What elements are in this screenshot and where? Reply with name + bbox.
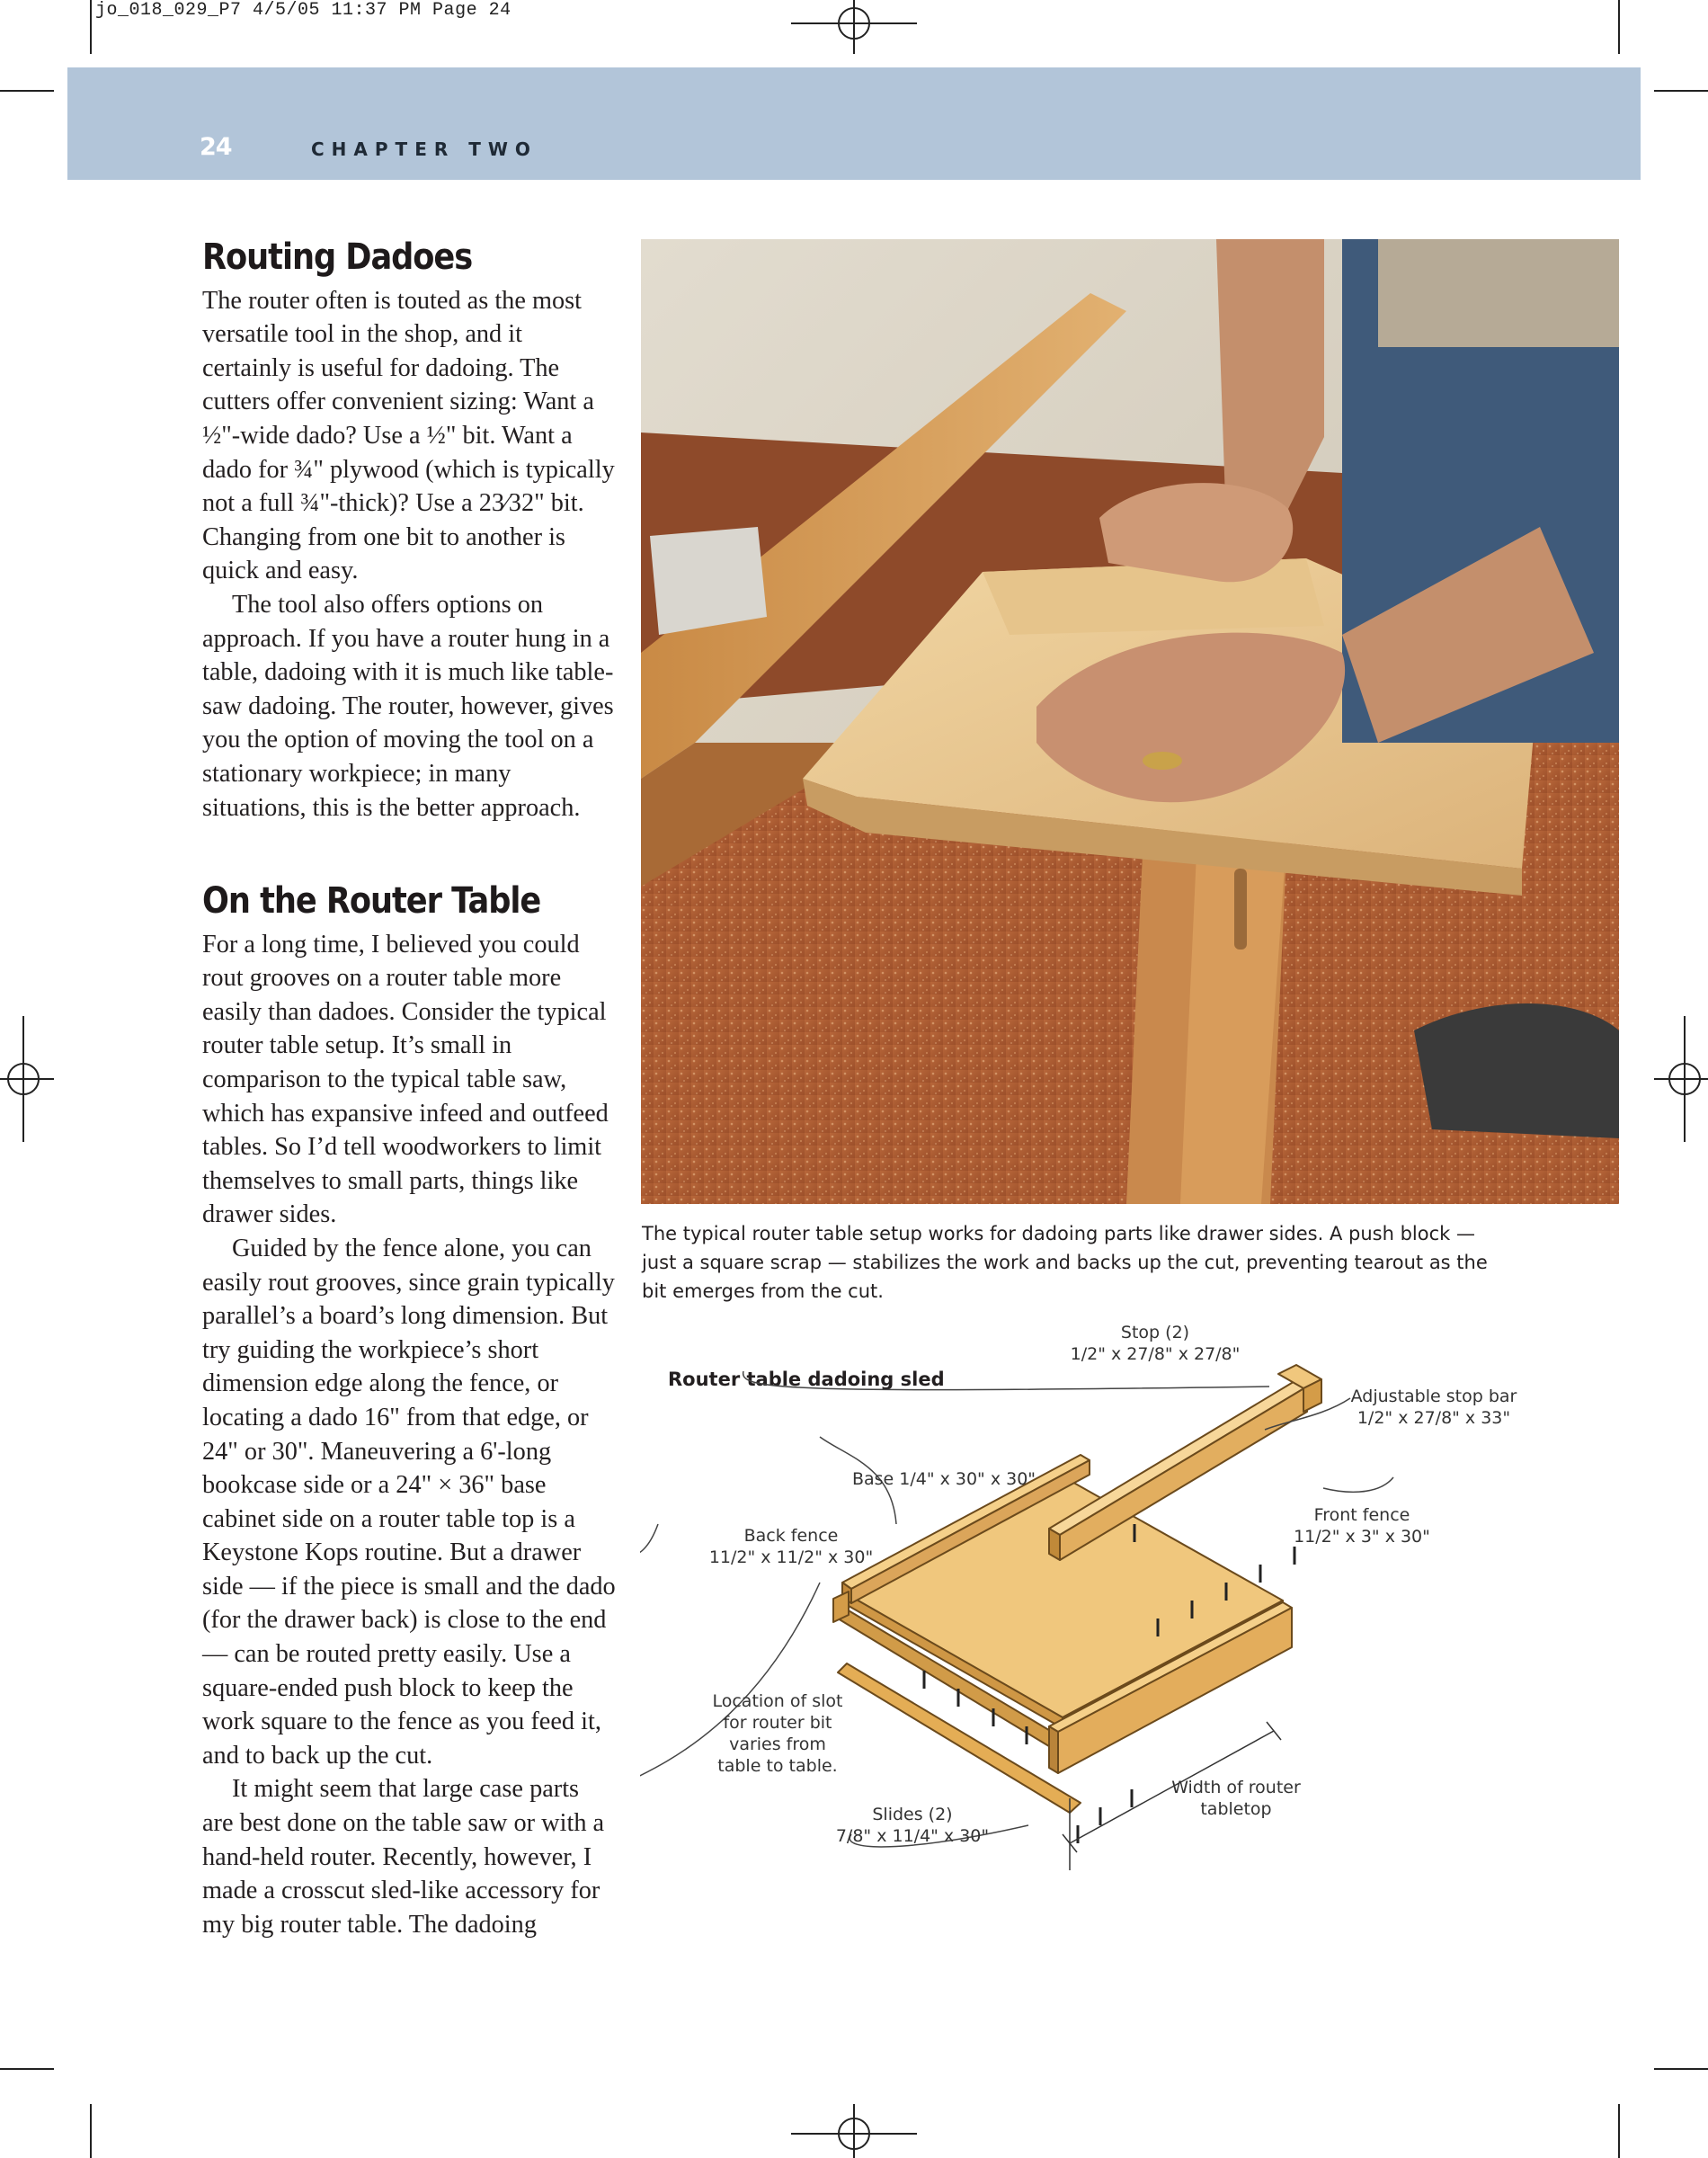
crop-mark: [0, 90, 54, 92]
body-paragraph: Guided by the fence alone, you can easily rout grooves, since grain typically parallel’s a board’s long dimension. But try guiding the workpiece’s short dimension edge along the fence, or locating a dado 16" from that edge, or 24" or 30". Maneuvering a 6'-long bookcase side or a 24" × 36" base cabinet side on a router table top is a Keystone Kops routine. But a drawer side — if the piece is small and the dado (for the drawer back) is close to the end — can be routed pretty easily. Use a square-ended push block to keep the work square to the fence as you feed it, and to back up the cut.: [202, 1234, 616, 1770]
section-routing-dadoes: [202, 236, 616, 825]
section-heading: On the Router Table: [202, 880, 541, 922]
label-adjustable-stop-bar: Adjustable stop bar 1/2" x 27/8" x 33": [1350, 1387, 1517, 1428]
label-slot-location: Location of slot for router bit varies from table to table.: [712, 1691, 843, 1776]
registration-mark-icon: [791, 2104, 917, 2158]
body-paragraph: The router often is touted as the most versatile tool in the shop, and it certainly is useful for dadoing. The cutters offer convenient sizing: Want a ½"-wide dado? Use a ½" bit. Want a dado for ¾" plywood (which is typically not a full ¾"-thick)? Use a 23⁄32" bit. Changing from one bit to another is quick and easy.: [202, 286, 615, 585]
crop-mark: [1618, 2104, 1620, 2158]
photo-caption: The typical router table setup works for dadoing parts like drawer sides. A push block — just a square scrap — stabilizes the work and backs up the cut, preventing tearout as the bit emerges from the cut.: [642, 1223, 1488, 1302]
chapter-title: CHAPTER TWO: [311, 138, 538, 160]
section-heading: Routing Dadoes: [202, 236, 473, 278]
label-base: Base 1/4" x 30" x 30": [851, 1469, 1036, 1489]
body-paragraph: It might seem that large case parts are best done on the table saw or with a hand-held router. Recently, however, I made a crosscut sled-like accessory for my big router table. The dadoing: [202, 1775, 605, 1939]
registration-mark-icon: [791, 0, 917, 54]
printer-slug: jo_018_029_P7 4/5/05 11:37 PM Page 24: [95, 0, 512, 21]
router-table-photo: [641, 239, 1619, 1204]
crop-mark: [90, 2104, 92, 2158]
crop-mark: [1618, 0, 1620, 54]
crop-mark: [1654, 2068, 1708, 2070]
crop-mark: [1654, 90, 1708, 92]
page-number: 24: [200, 133, 232, 161]
body-paragraph: For a long time, I believed you could rout grooves on a router table more easily than dadoes. Consider the typical router table setup. It’s small in comparison to the typical table saw, which has expansive infeed and outfeed tables. So I’d tell woodworkers to limit themselves to small parts, things like drawer sides.: [202, 930, 609, 1229]
label-tabletop-width: Width of router tabletop: [1171, 1778, 1301, 1819]
crop-mark: [90, 0, 92, 54]
section-on-the-router-table: [202, 880, 616, 1941]
label-slides: Slides (2) 7/8" x 11/4" x 30": [835, 1805, 990, 1846]
body-paragraph: The tool also offers options on approach. If you have a router hung in a table, dadoing with it is much like table-saw dadoing. The router, however, gives you the option of moving the tool on a stationary workpiece; in many situations, this is the better approach.: [202, 590, 614, 822]
registration-mark-icon: [1654, 1016, 1708, 1142]
label-front-fence: Front fence 11/2" x 3" x 30": [1294, 1505, 1430, 1547]
figure-title: Router table dadoing sled: [668, 1369, 945, 1390]
registration-mark-icon: [0, 1016, 54, 1142]
crop-mark: [0, 2068, 54, 2070]
label-back-fence: Back fence 11/2" x 11/2" x 30": [708, 1526, 874, 1567]
chapter-header-band: [67, 67, 1641, 180]
label-stop: Stop (2) 1/2" x 27/8" x 27/8": [1070, 1323, 1241, 1364]
